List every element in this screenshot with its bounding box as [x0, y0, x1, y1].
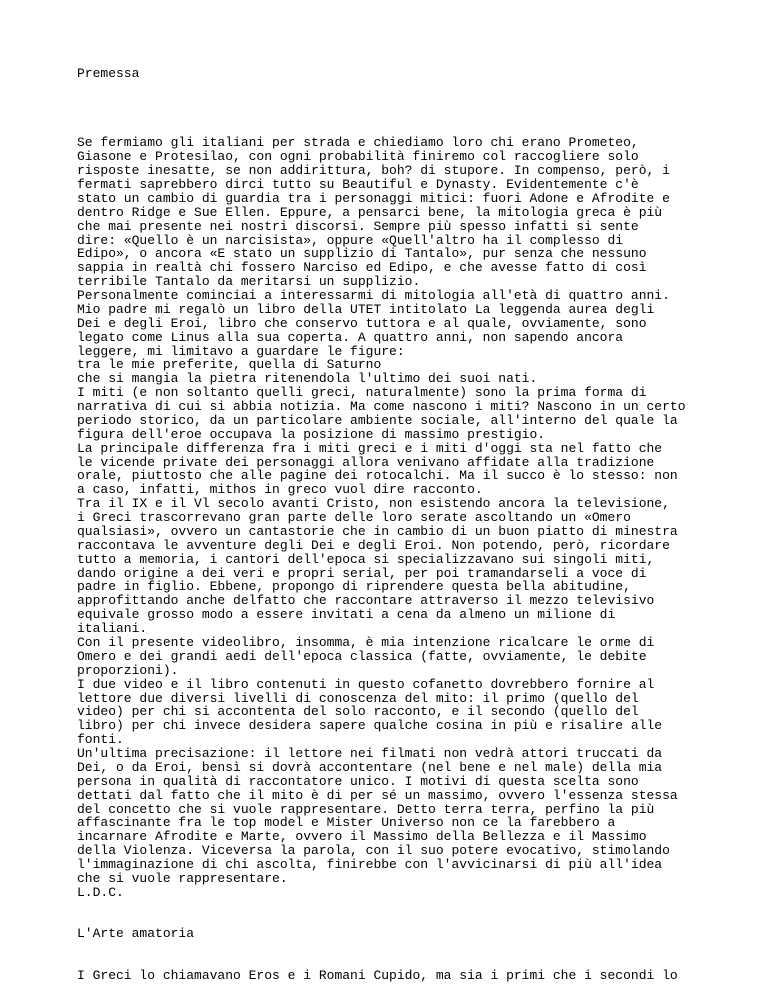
text-line: orale, piuttosto che alle pagine dei rotocalchi. Ma il succo è lo stesso: non: [77, 468, 678, 484]
text-line: terribile Tantalo da meritarsi un supplizio.: [77, 274, 421, 290]
text-line: I Greci lo chiamavano Eros e i Romani Cupido, ma sia i primi che i secondi lo: [77, 968, 678, 983]
text-line: I miti (e non soltanto quelli greci, naturalmente) sono la prima forma di: [77, 385, 647, 401]
text-line: Mio padre mi regalò un libro della UTET intitolato La leggenda aurea degli: [77, 301, 655, 317]
text-line: i Greci trascorrevano gran parte delle loro serate ascoltando un «Omero: [77, 510, 631, 526]
text-line: che mai presente nei nostri discorsi. Sempre più spesso infatti si sente: [77, 218, 639, 234]
text-line: padre in figlio. Ebbene, propongo di riprendere questa bella abitudine,: [77, 579, 631, 595]
text-line: legato come Linus alla sua coperta. A quattro anni, non sapendo ancora: [77, 329, 624, 345]
text-line: a caso, infatti, mithos in greco vuol dire racconto.: [77, 482, 483, 498]
text-line: leggere, mi limitavo a guardare le figure:: [77, 343, 405, 359]
text-line: Un'ultima precisazione: il lettore nei filmati non vedrà attori truccati da: [77, 746, 663, 761]
text-line: approfittando anche delfatto che raccontare attraverso il mezzo televisivo: [77, 593, 655, 609]
text-line: narrativa di cui si abbia notizia. Ma come nascono i miti? Nascono in un certo: [77, 399, 686, 414]
text-line: Edipo», o ancora «E stato un supplizio di Tantalo», pur senza che nessuno: [77, 246, 647, 262]
text-line: persona in qualità di raccontatore unico. I motivi di questa scelta sono: [77, 773, 639, 789]
text-line: tutto a memoria, i cantori dell'epoca si specializzavano sui singoli miti,: [77, 551, 655, 567]
text-line: affascinante fra le top model e Mister Universo non ce la farebbero a: [77, 815, 616, 831]
text-line: risposte inesatte, se non addirittura, boh? di stupore. In compenso, però, i: [77, 163, 670, 179]
text-line: Omero e dei grandi aedi dell'epoca classica (fatte, ovviamente, le debite: [77, 648, 647, 664]
text-line: stato un cambio di guardia tra i personaggi mitici: fuori Adone e Afrodite e: [77, 190, 670, 206]
text-line: della Violenza. Viceversa la parola, con il suo potere evocativo, stimolando: [77, 843, 670, 859]
text-line: fonti.: [77, 732, 124, 748]
text-line: dettati dal fatto che il mito è di per sé un massimo, ovvero l'essenza stessa: [77, 787, 678, 803]
section-heading-premessa: Premessa: [77, 66, 140, 81]
text-line: periodo storico, da un particolare ambiente sociale, all'interno del quale la: [77, 412, 678, 428]
text-line: Dei e degli Eroi, libro che conservo tuttora e al quale, ovviamente, sono: [77, 315, 647, 331]
text-line: Dei, o da Eroi, bensì si dovrà accontentare (nel bene e nel male) della mia: [77, 759, 663, 775]
text-line: dentro Ridge e Sue Ellen. Eppure, a pensarci bene, la mitologia greca è più: [77, 204, 663, 220]
text-line: Tra il IX e il Vl secolo avanti Cristo, non esistendo ancora la televisione,: [77, 496, 670, 512]
text-line: equivale grosso modo a essere invitati a cena da almeno un milione di: [77, 607, 616, 623]
text-line: Se fermiamo gli italiani per strada e chiediamo loro chi erano Prometeo,: [77, 135, 639, 151]
text-line: Con il presente videolibro, insomma, è mia intenzione ricalcare le orme di: [77, 635, 655, 650]
text-line: le vicende private dei personaggi allora venivano affidate alla tradizione: [77, 454, 655, 470]
text-line: del concetto che si vuole rappresentare. Detto terra terra, perfino la più: [77, 801, 655, 817]
text-line: La principale differenza fra i miti greci e i miti d'oggi sta nel fatto che: [77, 440, 663, 456]
text-line: fermati saprebbero dirci tutto su Beautiful e Dynasty. Evidentemente c'è: [77, 177, 639, 192]
text-line: l'immaginazione di chi ascolta, finirebbe con l'avvicinarsi di più all'idea: [77, 857, 663, 872]
text-line: incarnare Afrodite e Marte, ovvero il Massimo della Bellezza e il Massimo: [77, 829, 647, 845]
text-line: italiani.: [77, 621, 148, 637]
text-line: dando origine a dei veri e propri serial, per poi tramandarseli a voce di: [77, 565, 647, 581]
text-line: libro) per chi invece desidera sapere qualche cosina in più e risalire alle: [77, 718, 663, 734]
text-line: video) per chi si accontenta del solo racconto, e il secondo (quello del: [77, 704, 639, 720]
text-line: dire: «Quello è un narcisista», oppure «Quell'altro ha il complesso di: [77, 232, 624, 248]
text-line: proporzioni).: [77, 662, 179, 678]
text-line: Personalmente cominciai a interessarmi di mitologia all'età di quattro anni.: [77, 288, 670, 303]
text-line: che si mangia la pietra ritenendola l'ultimo dei suoi nati.: [77, 371, 538, 387]
text-line: che si vuole rappresentare.: [77, 870, 288, 886]
text-line: Giasone e Protesilao, con ogni probabilità finiremo col raccogliere solo: [77, 149, 639, 165]
text-line: L.D.C.: [77, 884, 124, 900]
text-line: sappia in realtà chi fossero Narciso ed Edipo, e che avesse fatto di così: [77, 260, 647, 276]
text-line: raccontava le avventure degli Dei e degli Eroi. Non potendo, però, ricordare: [77, 537, 670, 553]
text-line: figura dell'eroe occupava la posizione di massimo prestigio.: [77, 426, 546, 442]
text-line: tra le mie preferite, quella di Saturno: [77, 357, 382, 373]
text-line: lettore due diversi livelli di conoscenza del mito: il primo (quello del: [77, 690, 639, 706]
section-heading-arte-amatoria: L'Arte amatoria: [77, 926, 195, 942]
text-line: I due video e il libro contenuti in questo cofanetto dovrebbero fornire al: [77, 676, 655, 692]
text-line: qualsiasi», ovvero un cantastorie che in cambio di un buon piatto di minestra: [77, 523, 678, 539]
